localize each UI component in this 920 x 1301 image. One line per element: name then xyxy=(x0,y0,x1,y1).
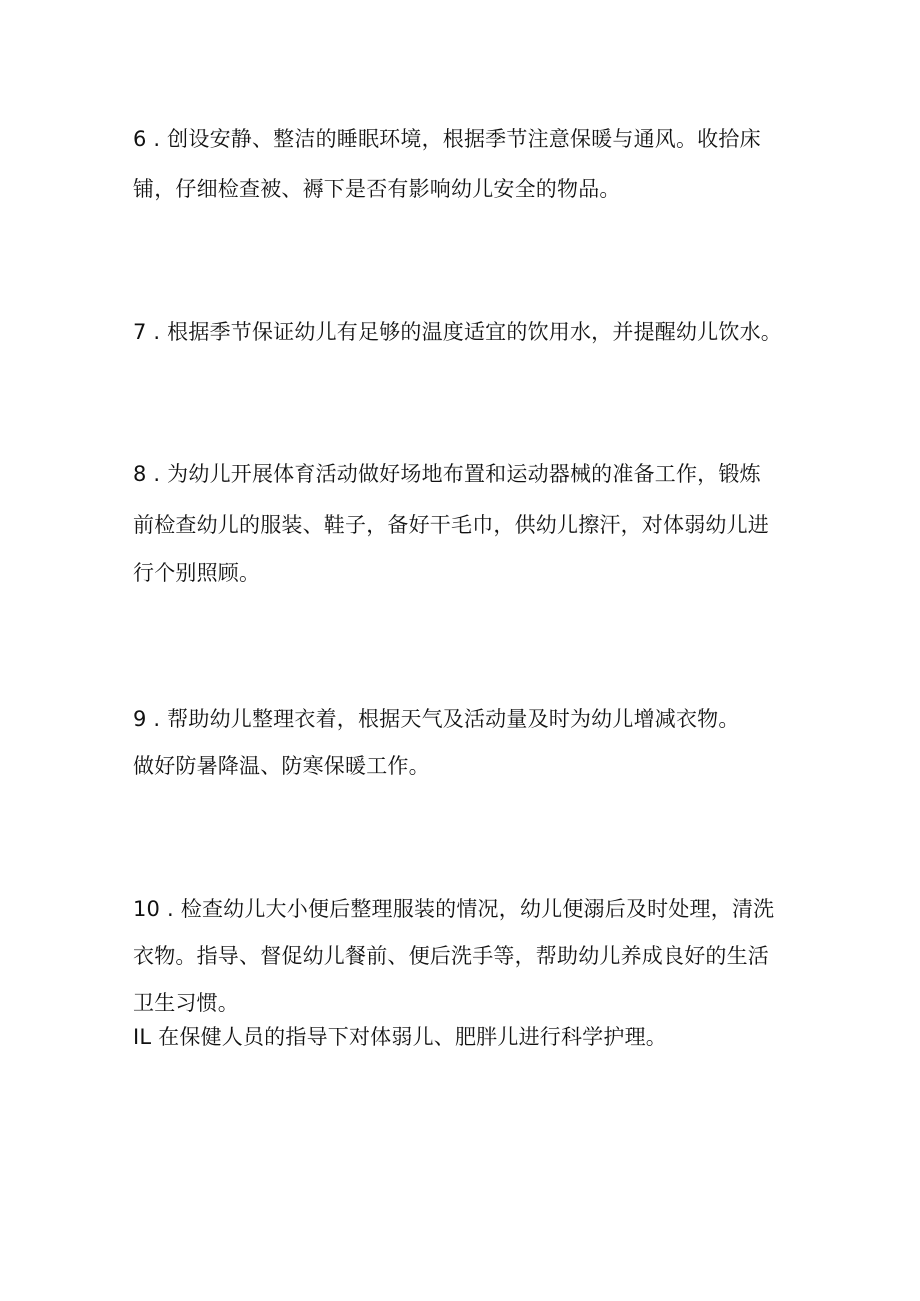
item-8-line-3: 行个别照顾。 xyxy=(133,561,261,585)
item-10-line-1: 10 . 检查幼儿大小便后整理服装的情况，幼儿便溺后及时处理，清洗 xyxy=(133,897,775,921)
item-6-line-1: 6 . 创设安静、整洁的睡眠环境，根据季节注意保暖与通风。收拾床 xyxy=(133,127,761,151)
item-9-line-1: 9 . 帮助幼儿整理衣着，根据天气及活动量及时为幼儿增减衣物。 xyxy=(133,707,740,731)
item-9-line-2: 做好防暑降温、防寒保暖工作。 xyxy=(133,754,430,778)
item-7-line-1: 7 . 根据季节保证幼儿有足够的温度适宜的饮用水，并提醒幼儿饮水。 xyxy=(133,320,782,344)
item-8-line-1: 8 . 为幼儿开展体育活动做好场地布置和运动器械的准备工作，锻炼 xyxy=(133,462,761,486)
item-10-line-2: 衣物。指导、督促幼儿餐前、便后洗手等，帮助幼儿养成良好的生活 xyxy=(133,944,769,968)
item-11-line-1: IL 在保健人员的指导下对体弱儿、肥胖儿进行科学护理。 xyxy=(133,1025,667,1049)
item-8-line-2: 前检查幼儿的服装、鞋子，备好干毛巾，供幼儿擦汗，对体弱幼儿进 xyxy=(133,513,769,537)
item-10-line-3: 卫生习惯。 xyxy=(133,991,239,1015)
item-6-line-2: 铺，仔细检查被、褥下是否有影响幼儿安全的物品。 xyxy=(133,177,621,201)
